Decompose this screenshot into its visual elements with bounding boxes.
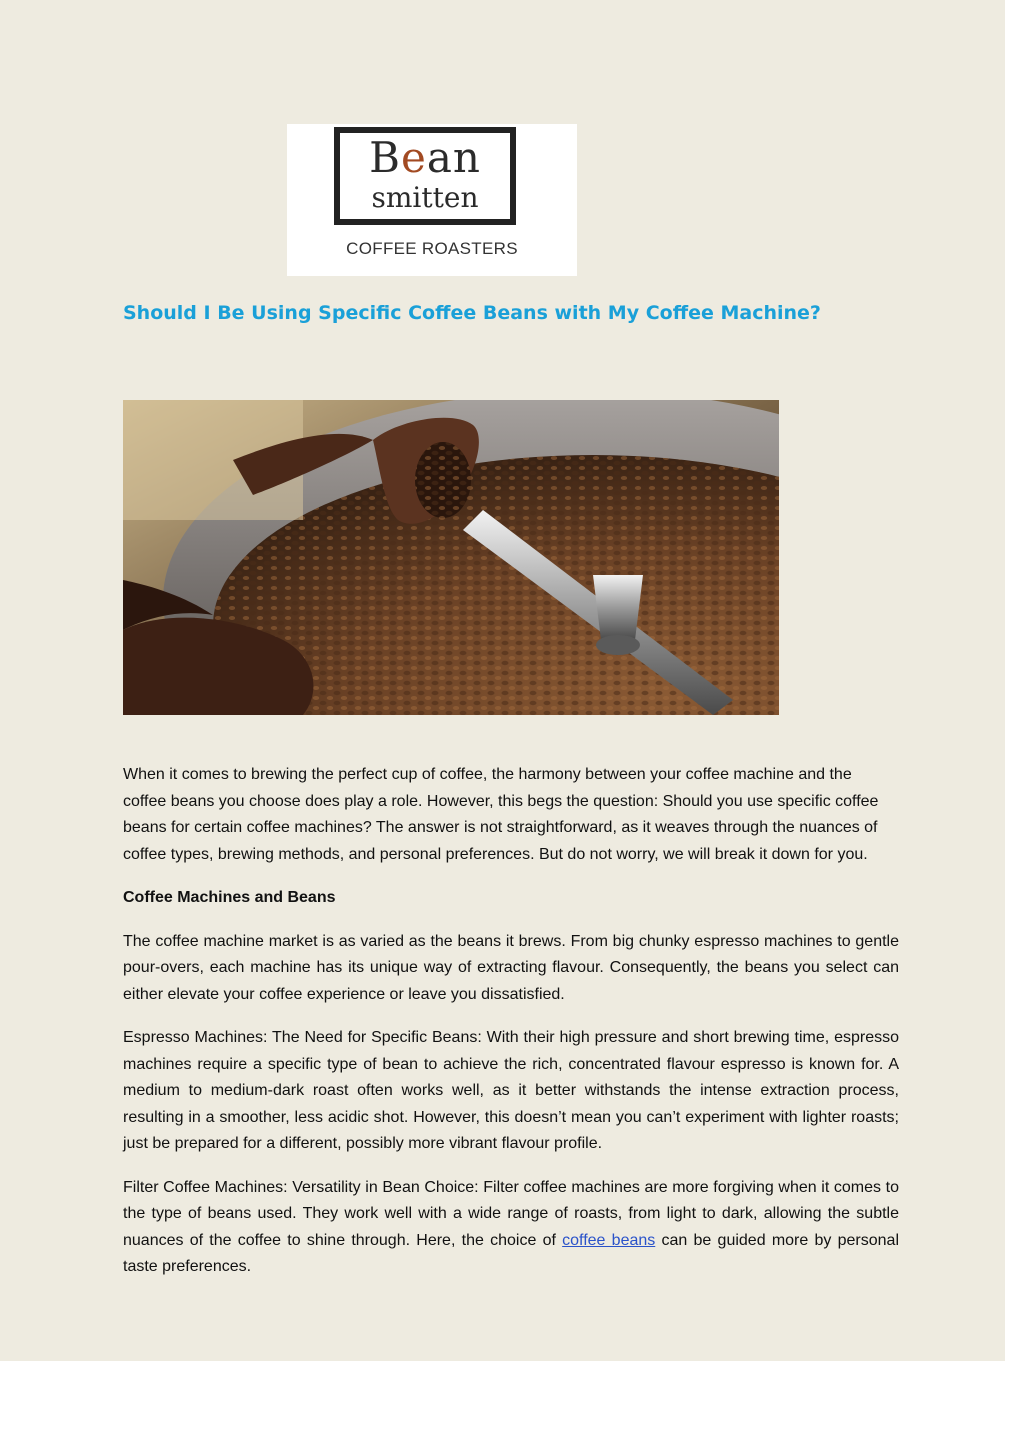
page-title: Should I Be Using Specific Coffee Beans with My Coffee Machine?	[123, 302, 821, 324]
logo-letters-an: an	[426, 133, 481, 182]
logo-word-bean	[340, 135, 510, 181]
intro-paragraph: When it comes to brewing the perfect cup of coffee, the harmony between your coffee machine and the coffee beans you choose does play a role. However, this begs the question: Should you use specific coffee beans for certain coffee machines? The answer is not straightforward, as it weaves through the nuances of coffee types, brewing methods, and personal preferences. But do not worry, we will break it down for you.	[123, 766, 879, 863]
coffee-roasting-photo	[123, 400, 779, 715]
coffee-roasting-illustration	[123, 400, 779, 715]
filter-paragraph-text-before: Filter Coffee Machines: Versatility in Bean Choice: Filter coffee machines are more forgiving when it comes to the type of beans used. They work well with a wide range of roasts, from light to dark, allowing the subtle nuances of the coffee to shine through. Here, the choice of	[123, 1178, 899, 1249]
beansmitten-logo	[287, 124, 577, 276]
section-heading: Coffee Machines and Beans	[123, 889, 336, 906]
machines-paragraph: The coffee machine market is as varied as the beans it brews. From big chunky espresso machines to gentle pour-overs, each machine has its unique way of extracting flavour. Consequently, the beans you select can either elevate your coffee experience or leave you dissatisfied.	[123, 932, 899, 1003]
logo-word-smitten: smitten	[371, 181, 479, 214]
article-body	[123, 762, 899, 1298]
coffee-beans-link[interactable]: coffee beans	[562, 1231, 656, 1249]
filter-paragraph	[123, 1175, 899, 1281]
logo-letter-b: B	[369, 133, 401, 182]
espresso-paragraph: Espresso Machines: The Need for Specific Beans: With their high pressure and short brewing time, espresso machines require a specific type of bean to achieve the rich, concentrated flavour espresso is known for. A medium to medium-dark roast often works well, as it better withstands the intense extraction process, resulting in a smoother, less acidic shot. However, this doesn’t mean you can’t experiment with lighter roasts; just be prepared for a different, possibly more vibrant flavour profile.	[123, 1029, 899, 1152]
logo-subtitle: COFFEE ROASTERS	[346, 239, 518, 258]
filter-paragraph-text-after: can be guided more by personal taste preferences.	[123, 1231, 899, 1275]
logo-letter-e: e	[400, 133, 427, 182]
logo-frame	[334, 127, 516, 225]
